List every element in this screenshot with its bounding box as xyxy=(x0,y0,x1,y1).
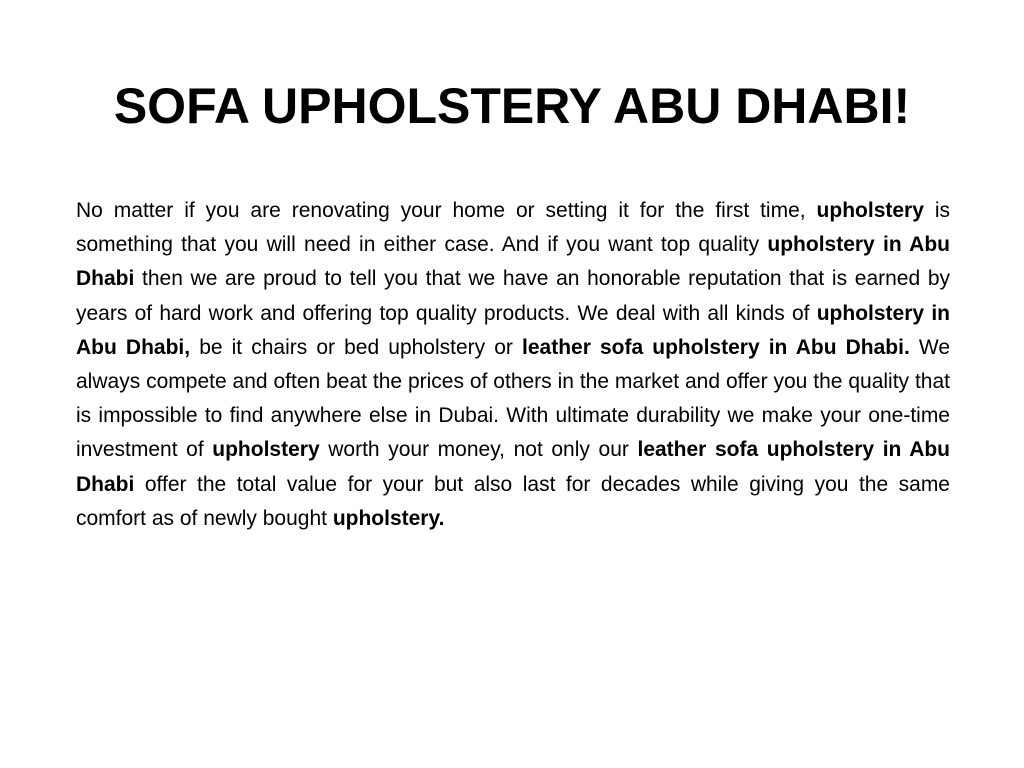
body-bold-run: upholstery xyxy=(816,199,924,222)
body-bold-run: upholstery in Abu Dhabi xyxy=(76,233,950,291)
body-text-run: be it chairs or bed upholstery or xyxy=(190,335,523,359)
body-bold-run: upholstery in Abu Dhabi, xyxy=(76,301,950,359)
body-bold-run: leather sofa upholstery in Abu Dhabi. xyxy=(522,335,910,359)
body-bold-run: upholstery. xyxy=(332,506,445,530)
body-text-run: We always compete and often beat the prices of others in the market and offer you the quality that is impossible to find anywhere else in Dubai. With ultimate durability we make your one-time investment of xyxy=(76,335,950,462)
body-bold-run: upholstery xyxy=(212,438,320,462)
body-text-run: is something that you will need in either case. And if you want top quality xyxy=(76,199,951,257)
slide-body-paragraph xyxy=(76,194,950,536)
body-text-run: offer the total value for your but also last for decades while giving you the same comfort as of newly bought xyxy=(76,472,950,530)
body-text-run: No matter if you are renovating your home or setting it for the first time, xyxy=(76,199,817,222)
body-text-run: then we are proud to tell you that we have an honorable reputation that is earned by years of hard work and offering top quality products. We deal with all kinds of xyxy=(76,267,950,325)
body-bold-run: leather sofa upholstery in Abu Dhabi xyxy=(76,438,951,496)
slide-title: SOFA UPHOLSTERY ABU DHABI! xyxy=(113,78,911,134)
body-text-run: worth your money, not only our xyxy=(319,438,638,462)
